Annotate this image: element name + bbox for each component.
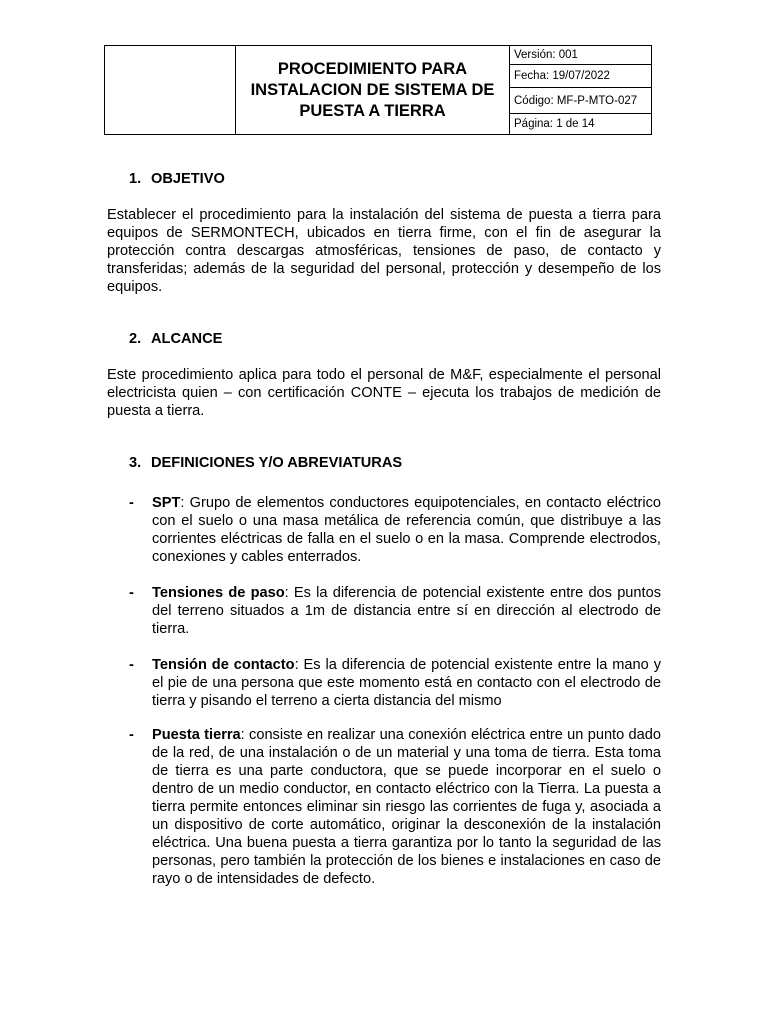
section-title: DEFINICIONES Y/O ABREVIATURAS [151,455,403,471]
section-number: 1. [129,171,142,187]
definition-item [107,656,661,710]
definition-text: : consiste en realizar una conexión eléctrica entre un punto dado de la red, de una instalación o de un material y una toma de tierra. Esta toma de tierra es una parte conductora, que se puede incorporar en el suelo o dentro de un medio conductor, en contacto eléctrico con la Tierra. La puesta a tierra permite entonces eliminar sin riesgo las corrientes de fuga y, asociada a un dispositivo de corte automático, originar la desconexión de la instalación eléctrica. Una buena puesta a tierra garantiza por lo tanto la seguridad de las personas, pero también la protección de los bienes e instalaciones en caso de rayo o de intensidades de defecto. [152,727,661,887]
definition-item [107,494,661,566]
section-heading-alcance [129,330,661,348]
logo-placeholder [105,46,236,134]
page-field: Página: 1 de 14 [514,118,595,130]
document-title: PROCEDIMIENTO PARA INSTALACION DE SISTEMA DE PUESTA A TIERRA [236,46,510,134]
definition-term: Puesta tierra [152,727,241,743]
definition-item [107,584,661,638]
definition-term: Tensión de contacto [152,657,295,673]
section-paragraph-alcance: Este procedimiento aplica para todo el personal de M&F, especialmente el personal electricista quien – con certificación CONTE – ejecuta los trabajos de medición de puesta a tierra. [107,367,661,419]
definition-term: Tensiones de paso [152,585,285,601]
version-field: Versión: 001 [510,46,651,65]
bullet-dash: - [129,727,134,743]
bullet-dash: - [129,657,134,673]
definition-term: SPT [152,495,181,511]
definition-text: : Grupo de elementos conductores equipotenciales, en contacto eléctrico con el suelo o una masa metálica de referencia común, que distribuye a las corrientes eléctricas de falla en el suelo o en la masa. Comprende electrodos, conexiones y cables enterrados. [152,495,661,565]
definition-body [152,726,661,888]
date-field: Fecha: 19/07/2022 [510,65,651,88]
code-field: Código: MF-P-MTO-027 [510,88,651,114]
section-paragraph-objetivo: Establecer el procedimiento para la instalación del sistema de puesta a tierra para equipos de SERMONTECH, ubicados en tierra firme, con el fin de asegurar la protección contra descargas atmosféricas, tensiones de paso, de contacto y transferidas; además de la seguridad del personal, protección y desempeño de los equipos. [107,207,661,295]
section-heading-definiciones [129,454,661,472]
section-number: 3. [129,455,142,471]
document-header [104,45,652,135]
section-title: OBJETIVO [151,171,225,187]
section-heading-objetivo [129,170,661,188]
bullet-dash: - [129,495,134,511]
section-number: 2. [129,331,142,347]
bullet-dash: - [129,585,134,601]
document-body [107,170,661,888]
definition-text: : Es la diferencia de potencial existente entre la mano y el pie de una persona que este momento está en contacto con el electrodo de tierra y pisando el terreno a cierta distancia del mismo [152,657,661,709]
definition-item [107,726,661,888]
definition-body [152,584,661,638]
definition-body [152,494,661,566]
document-meta [510,46,651,134]
section-title: ALCANCE [151,331,223,347]
definition-body [152,656,661,710]
definition-text: : Es la diferencia de potencial existente entre dos puntos del terreno situados a 1m de distancia entre sí en dirección al electrodo de tierra. [152,585,662,637]
